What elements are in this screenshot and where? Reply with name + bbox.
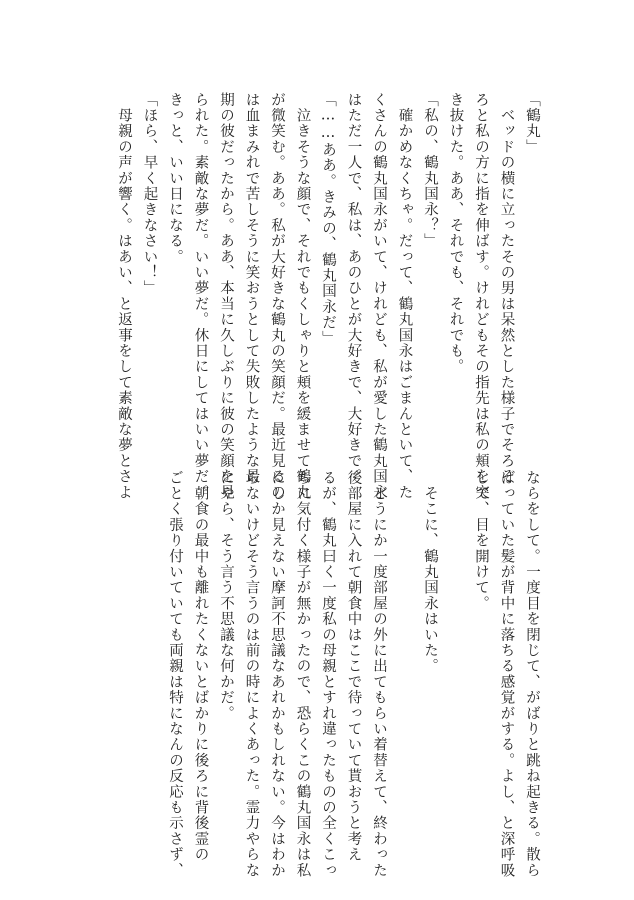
text-line: ばっていた髪が背中に落ちる感覚がする。よし、と深呼吸 [498, 470, 515, 879]
text-line: 「鶴丸」 [524, 92, 540, 155]
blank-line [442, 470, 468, 830]
text-line: 母親の声が響く。はあい、と返事をして素敵な夢とさよ [116, 92, 132, 501]
text-line: にやら、そう言う不思議な何かだ。 [218, 470, 234, 722]
text-line: くさんの鶴丸国永がいて、けれども、私が愛した鶴丸国永 [371, 92, 387, 501]
text-line: が微笑む。ああ。私が大好きな鶴丸の笑顔だ。最近見るの [269, 92, 285, 501]
text-line: どうにか一度部屋の外に出てもらい着替えて、終わった [371, 470, 387, 879]
text-line: して、目を開けて。 [473, 470, 489, 612]
text-line: 期の彼だったから。ああ、本当に久しぶりに彼の笑顔を見 [218, 92, 234, 501]
text-line: らないけどそう言うのは前の時によくあった。霊力やらな [243, 470, 260, 879]
text-line: ベッドの横に立ったその男は呆然とした様子でそろそ [498, 92, 515, 485]
lower-text-block [104, 470, 544, 879]
blank-line [391, 470, 417, 830]
text-line: 「ほら、早く起きなさい！」 [141, 92, 158, 297]
text-line: 朝食の最中も離れたくないとばかりに後ろに背後霊の [192, 470, 209, 863]
text-line: 「私の、鶴丸国永？」 [422, 92, 438, 249]
text-line: るが、鶴丸曰く一度私の母親とすれ違ったものの全くこっ [320, 470, 336, 879]
text-line: ごとく張り付いていても両親は特になんの反応も示さず、 [167, 470, 183, 879]
text-line: ちに気付く様子が無かったので、恐らくこの鶴丸国永は私 [294, 470, 311, 879]
upper-text-block [116, 92, 544, 501]
text-line: 後部屋に入れて朝食中はここで待っていて貰おうと考え [345, 470, 362, 863]
text-line: は血まみれで苦しそうに笑おうとして失敗したような最 [243, 92, 260, 485]
text-line: 確かめなくちゃ。だって、鶴丸国永はごまんといて、た [396, 92, 413, 501]
text-line: きっと、いい日になる。 [167, 92, 183, 265]
text-line: ろと私の方に指を伸ばす。けれどもその指先は私の頬を突 [473, 92, 489, 501]
text-line: られた。素敵な夢だ。いい夢だ。休日にしてはいい夢だ。 [192, 92, 209, 501]
text-line: 泣きそうな顔で、それでもくしゃりと頬を緩ませて鶴丸 [294, 92, 311, 501]
text-line: にしか見えない摩訶不思議なあれかもしれない。今はわか [269, 470, 285, 879]
text-line: き抜けた。ああ、それでも、それでも。 [447, 92, 464, 375]
text-line: 「……ああ。きみの、鶴丸国永だ」 [320, 92, 336, 347]
text-line: そこに、鶴丸国永はいた。 [422, 470, 438, 675]
text-line: ならをして。一度目を閉じて、がばりと跳ね起きる。散ら [524, 470, 540, 879]
text-line: はただ一人で、私は、あのひとが大好きで、大好きで。 [345, 92, 362, 485]
